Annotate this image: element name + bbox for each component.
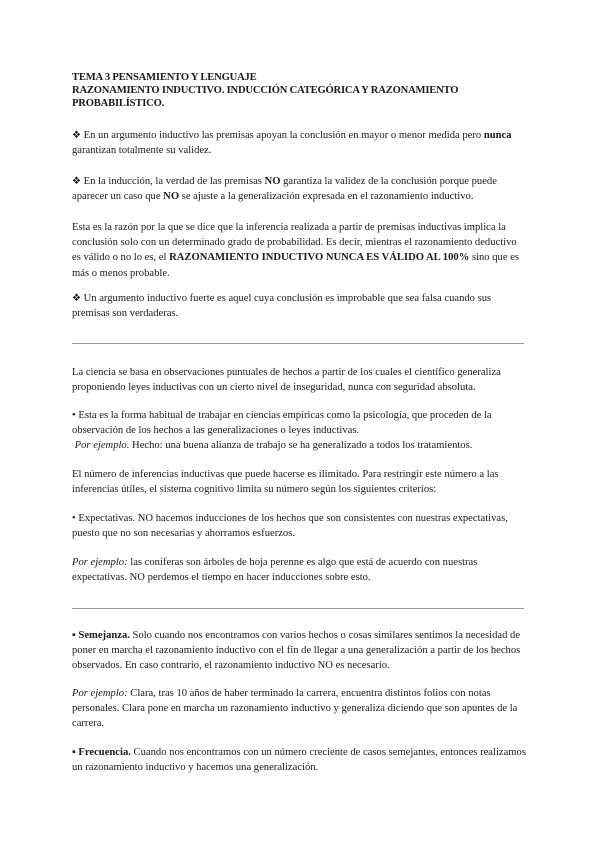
paragraph-9: Por ejemplo: las coníferas son árboles de hoja perenne es algo que está de acuerdo con nuestras expectativas. NO perdemos el tiempo en hacer inducciones sobre esto. — [72, 557, 478, 584]
paragraph-2: ❖ En la inducción, la verdad de las premisas NO garantiza la validez de la conclusión porque puede aparecer un caso que NO se ajuste a la generalización expresada en el razonamiento inductivo. — [72, 176, 497, 203]
divider — [72, 608, 524, 609]
paragraph-10: ▪ Semejanza. Solo cuando nos encontramos con varios hechos o cosas similares sentimos la necesidad de poner en marcha el razonamiento inductivo con el fin de llegar a una generalización a partir de los hechos observados. En caso contrario, el razonamiento inductivo NO es necesario. — [72, 630, 521, 672]
diamond-bullet-icon: ❖ — [72, 293, 81, 304]
paragraph-11: Por ejemplo: Clara, tras 10 años de haber terminado la carrera, encuentra distintos folios con notas personales. Clara pone en marcha un razonamiento inductivo y generaliza diciendo que son apuntes de la carrera. — [72, 688, 518, 730]
square-bullet-icon: ▪ — [72, 630, 76, 641]
paragraph-5: La ciencia se basa en observaciones puntuales de hechos a partir de los cuales el científico generaliza proponiendo leyes inductivas con un cierto nivel de inseguridad, nunca con seguridad absoluta. — [72, 367, 501, 394]
paragraph-4: ❖ Un argumento inductivo fuerte es aquel cuya conclusión es improbable que sea falsa cuando sus premisas son verdaderas. — [72, 293, 492, 320]
paragraph-6: • Esta es la forma habitual de trabajar en ciencias empíricas como la psicología, que proceden de la observación de los hechos a las generalizaciones o leyes inductivas. Por ejemplo. Hecho: una buena alianza de trabajo se ha generalizado a todos los tratamientos. — [72, 410, 492, 452]
title-line-1: TEMA 3 PENSAMIENTO Y LENGUAJE — [72, 72, 257, 83]
paragraph-7: El número de inferencias inductivas que puede hacerse es ilimitado. Para restringir este número a las inferencias útiles, el sistema cognitivo limita su número según los siguientes criterios: — [72, 469, 499, 496]
paragraph-3: Esta es la razón por la que se dice que la inferencia realizada a partir de premisas inductivas implica la conclusión solo con un determinado grado de probabilidad. Es decir, mientras el razonamiento deductivo es válido o no lo es, el RAZONAMIENTO INDUCTIVO NUNCA ES VÁLIDO AL 100% sino que es más o menos probable. — [72, 222, 520, 279]
diamond-bullet-icon: ❖ — [72, 176, 81, 187]
page-title — [72, 71, 528, 110]
diamond-bullet-icon: ❖ — [72, 130, 81, 141]
paragraph-12: ▪ Frecuencia. Cuando nos encontramos con un número creciente de casos semejantes, entonces realizamos un razonamiento inductivo y hacemos una generalización. — [72, 747, 526, 774]
paragraph-8: • Expectativas. NO hacemos inducciones de los hechos que son consistentes con nuestras expectativas, puesto que no son necesarias y ahorramos esfuerzos. — [72, 513, 508, 540]
paragraph-1: ❖ En un argumento inductivo las premisas apoyan la conclusión en mayor o menor medida pero nunca garantizan totalmente su validez. — [72, 130, 512, 157]
title-line-2: RAZONAMIENTO INDUCTIVO. INDUCCIÓN CATEGÓRICA Y RAZONAMIENTO PROBABILÍSTICO. — [72, 85, 459, 109]
square-bullet-icon: ▪ — [72, 747, 76, 758]
divider — [72, 343, 524, 344]
